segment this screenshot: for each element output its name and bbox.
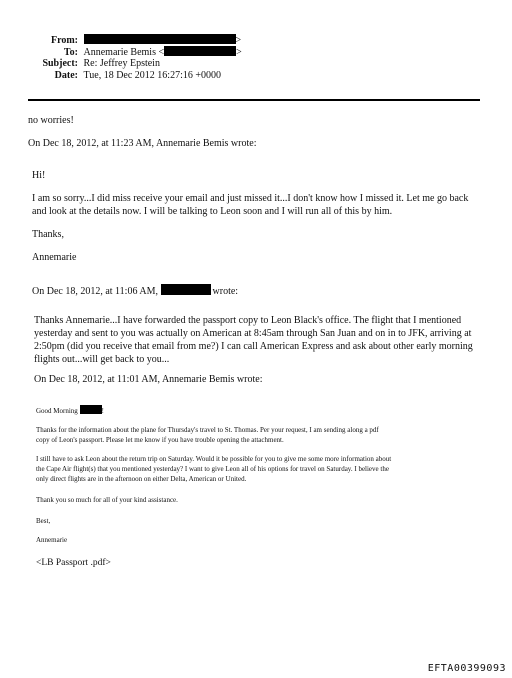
message-line: flights out...will get back to you... — [34, 354, 170, 365]
greeting-text: Good Morning — [36, 407, 78, 415]
to-label: To: — [63, 47, 78, 58]
message-line: I am so sorry...I did miss receive your email and just missed it...I don't know how I missed it. Let me go back — [32, 193, 469, 204]
to-suffix: > — [236, 47, 242, 58]
message-greeting: Hi! — [32, 170, 46, 181]
redaction-box — [80, 405, 102, 414]
header-date-row — [48, 70, 221, 82]
message-thanks: Thanks, — [32, 229, 64, 240]
message-line: the Cape Air flight(s) that you mentioned yesterday? I want to give Leon all of his options for travel on Saturday. I believe the — [36, 465, 389, 473]
redaction-box — [84, 34, 236, 44]
to-value: Annemarie Bemis < — [83, 47, 165, 58]
document-id: EFTA00399093 — [427, 663, 506, 674]
message-line: and look at the details now. I will be talking to Leon soon and I will run all of this by him. — [32, 206, 393, 217]
redaction-box — [164, 46, 236, 56]
message-line: I still have to ask Leon about the return trip on Saturday. Would it be possible for you to give me some more information about — [36, 455, 392, 463]
message-line: Thanks Annemarie...I have forwarded the passport copy to Leon Black's office. The flight that I mentioned — [34, 315, 462, 326]
quote-header — [32, 284, 238, 299]
message-line: 2:50pm (did you receive that email from me?) I can call American Express and ask about other early morning — [34, 341, 473, 352]
greeting-suffix: ! — [101, 407, 104, 415]
from-suffix: > — [235, 35, 242, 46]
quote-header: On Dec 18, 2012, at 11:23 AM, Annemarie Bemis wrote: — [28, 138, 257, 149]
message-line: Thank you so much for all of your kind assistance. — [36, 496, 178, 504]
message-signature: Annemarie — [32, 252, 77, 263]
attachment-label: <LB Passport .pdf> — [36, 558, 111, 568]
header-subject-row — [38, 58, 160, 70]
redaction-box — [161, 284, 211, 295]
quote-header-suffix: wrote: — [212, 286, 239, 297]
message-line: only direct flights are in the afternoon on either Delta, American or United. — [36, 475, 247, 483]
message-signature: Annemarie — [36, 536, 68, 544]
message-line: copy of Leon's passport. Please let me know if you have trouble opening the attachment. — [36, 436, 284, 444]
message-closing: Best, — [36, 517, 51, 525]
message-line: Thanks for the information about the plane for Thursday's travel to St. Thomas. Per your request, I am sending along a pdf — [36, 426, 379, 434]
quote-header: On Dec 18, 2012, at 11:01 AM, Annemarie Bemis wrote: — [34, 374, 263, 385]
date-value: Tue, 18 Dec 2012 16:27:16 +0000 — [83, 70, 221, 81]
reply-body: no worries! — [28, 115, 74, 126]
message-greeting — [36, 405, 104, 417]
header-divider — [28, 99, 480, 101]
subject-label: Subject: — [42, 58, 78, 69]
date-label: Date: — [54, 70, 78, 81]
subject-value: Re: Jeffrey Epstein — [83, 58, 160, 69]
from-label: From: — [50, 35, 78, 46]
message-line: yesterday and sent to you was actually on American at 8:45am through San Juan and on in to JFK, arriving at — [34, 328, 472, 339]
quote-header-prefix: On Dec 18, 2012, at 11:06 AM, — [32, 286, 159, 297]
